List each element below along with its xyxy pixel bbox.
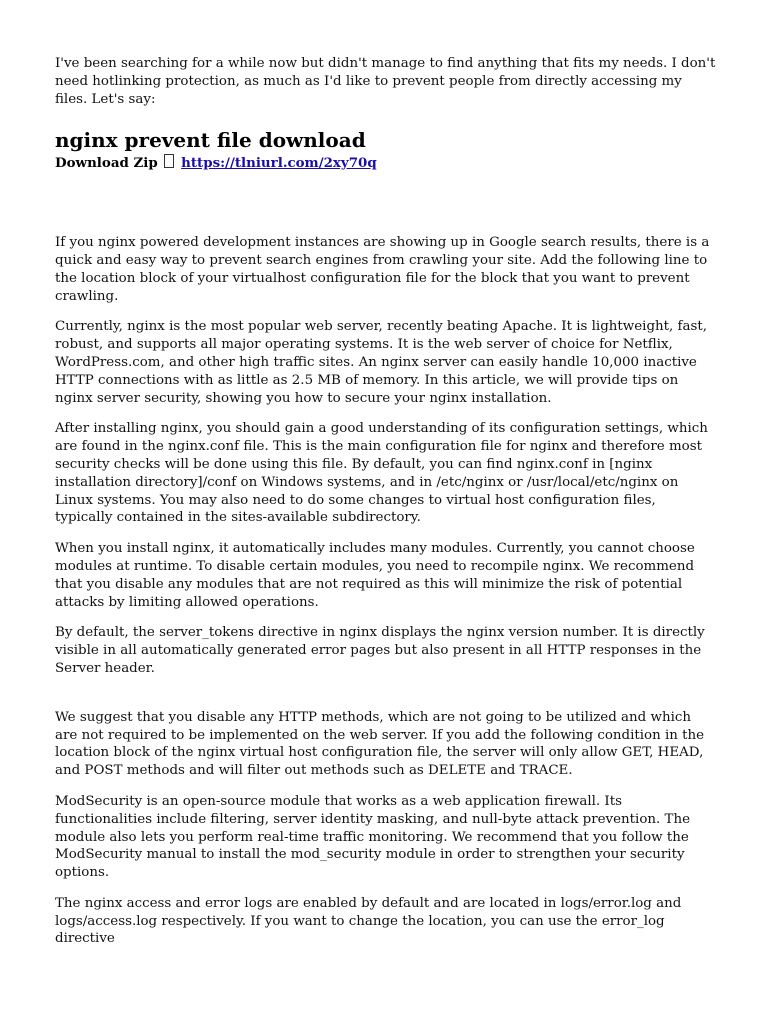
arrow-glyph-icon: [164, 154, 174, 168]
download-link[interactable]: https://tlniurl.com/2xy70q: [181, 155, 377, 172]
download-line: [55, 154, 717, 173]
paragraph-4: When you install nginx, it automatically includes many modules. Currently, you cannot choose modules at runtime. To disable certain modules, you need to recompile nginx. We recommend that you disable any modules that are not required as this will minimize the risk of potential attacks by limiting allowed operations.: [55, 541, 695, 610]
paragraph-7: ModSecurity is an open-source module that works as a web application firewall. Its functionalities include filtering, server identity masking, and null-byte attack prevention. The module also lets you perform real-time traffic monitoring. We recommend that you follow the ModSecurity manual to install the mod_security module in order to strengthen your security options.: [55, 793, 690, 881]
paragraph-1: If you nginx powered development instances are showing up in Google search results, there is a quick and easy way to prevent search engines from crawling your site. Add the following line to the location block of your virtualhost configuration file for the block that you want to prevent crawling.: [55, 235, 710, 304]
intro-paragraph: I've been searching for a while now but didn't manage to find anything that fits my needs. I don't need hotlinking protection, as much as I'd like to prevent people from directly accessing my files. Let's say:: [55, 56, 716, 107]
document-body: [55, 55, 717, 948]
paragraph-5: By default, the server_tokens directive in nginx displays the nginx version number. It is directly visible in all automatically generated error pages but also present in all HTTP responses in the Server header.: [55, 625, 705, 676]
page-title: nginx prevent file download: [55, 128, 366, 153]
paragraph-8: The nginx access and error logs are enabled by default and are located in logs/error.log and logs/access.log respectively. If you want to change the location, you can use the error_log directive: [55, 895, 682, 947]
paragraph-2: Currently, nginx is the most popular web server, recently beating Apache. It is lightweight, fast, robust, and supports all major operating systems. It is the web server of choice for Netflix, WordPress.com, and other high traffic sites. An nginx server can easily handle 10,000 inactive HTTP connections with as little as 2.5 MB of memory. In this article, we will provide tips on nginx server security, showing you how to secure your nginx installation.: [55, 319, 707, 406]
paragraph-6: We suggest that you disable any HTTP methods, which are not going to be utilized and which are not required to be implemented on the web server. If you add the following condition in the location block of the nginx virtual host configuration file, the server will only allow GET, HEAD, and POST methods and will filter out methods such as DELETE and TRACE.: [55, 709, 705, 779]
paragraph-3: After installing nginx, you should gain a good understanding of its configuration settings, which are found in the nginx.conf file. This is the main configuration file for nginx and therefore most security checks will be done using this file. By default, you can find nginx.conf in [nginx installation directory]/conf on Windows systems, and in /etc/nginx or /usr/local/etc/nginx on Linux systems. You may also need to do some changes to virtual host configuration files, typically contained in the sites-available subdirectory.: [55, 421, 708, 526]
download-label: Download Zip: [55, 155, 158, 172]
